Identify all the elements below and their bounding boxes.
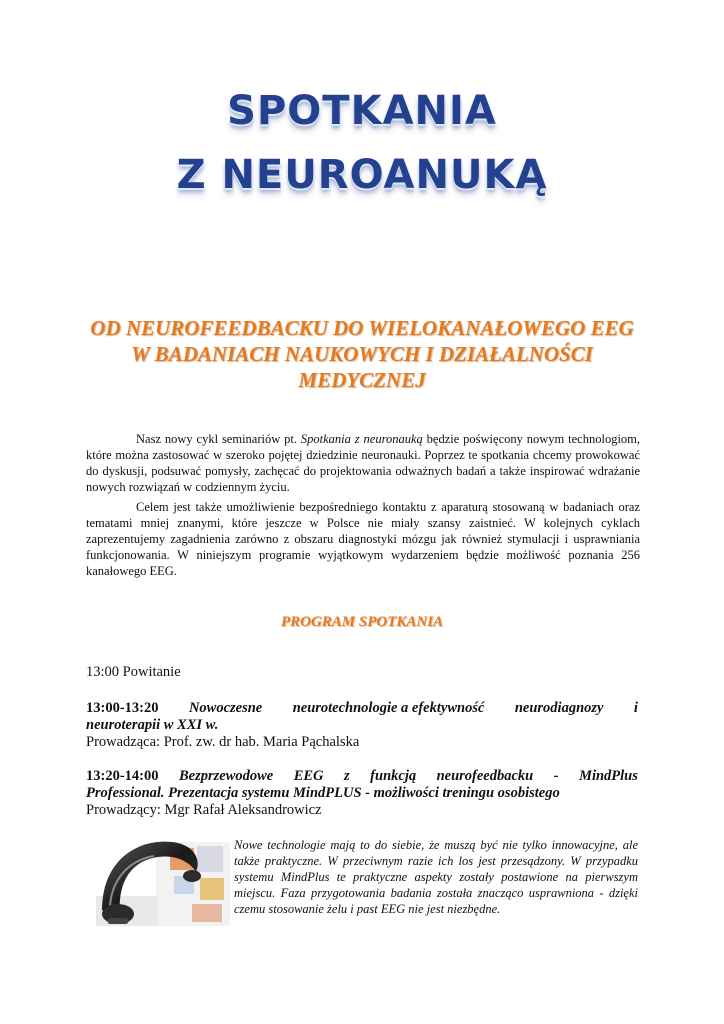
agenda-item-2-time: 13:00-13:20 — [86, 700, 159, 716]
agenda-item-3-word: MindPlus — [579, 768, 638, 784]
agenda-item-2-word: Nowoczesne — [188, 700, 263, 716]
subtitle-line-3: MEDYCZNEJ — [298, 368, 426, 392]
agenda-item-welcome: 13:00 Powitanie — [86, 664, 181, 680]
intro-paragraph-1 — [86, 431, 640, 495]
agenda-item-3-time: 13:20-14:00 — [86, 768, 159, 784]
program-heading: PROGRAM SPOTKANIA — [280, 614, 444, 630]
agenda-item-3-word: funkcją — [370, 768, 417, 784]
agenda-item-2-title-line-2: neuroterapii w XXI w. — [86, 717, 219, 733]
mindplus-description: Nowe technologie mają to do siebie, że muszą być nie tylko innowacyjne, ale także praktyczne. W przeciwnym razie ich los jest przesądzony. W przypadku systemu MindPlus te praktyczne aspekty zostały postawione na pierwszym miejscu. Faza przygotowania badania została znacząco usprawniona - dzięki czemu stosowanie żelu i past EEG nie jest niezbędne. — [234, 838, 638, 916]
subtitle-line-1: OD NEUROFEEDBACKU DO WIELOKANAŁOWEGO EEG — [90, 316, 634, 340]
page-title-line-1: SPOTKANIA — [227, 88, 497, 134]
page-title-line-2: Z NEUROANUKĄ — [176, 152, 548, 198]
intro-paragraph-2: Celem jest także umożliwienie bezpośredniego kontaktu z aparaturą stosowaną w badaniach oraz tematami mniej znanymi, które jeszcze w Polsce nie miały szansy zaistnieć. W kolejnych cyklach zaprezentujemy zagadnienia zarówno z obszaru diagnostyki mózgu jak również stymulacji i usprawniania funkcjonowania. W niniejszym programie wyjątkowym wydarzeniem będzie możliwość poznania 256 kanałowego EEG. — [86, 500, 640, 578]
agenda-item-2-title-line-1 — [86, 700, 638, 717]
eeg-headset-image — [96, 832, 230, 926]
series-name: Spotkania z neuronauką — [300, 432, 423, 446]
agenda-item-2 — [86, 700, 638, 751]
agenda-item-3-word: z — [344, 768, 350, 784]
intro-p1-rest: będzie poświęcony nowym technologiom, które można zastosować w szeroko pojętej dziedzinie neuronauki. Poprzez te spotkania chcemy prowokować do dyskusji, podsuwać pomysły, zachęcać do projektowania odważnych badań a także inspirować wdrażanie nowych rozwiązań w codziennym życiu. — [86, 432, 641, 494]
agenda-item-3-title-line-2: Professional. Prezentacja systemu MindPLUS - możliwości treningu osobistego — [86, 785, 560, 801]
agenda-item-3-word: Bezprzewodowe — [178, 768, 274, 784]
agenda-item-2-word: neurodiagnozy — [514, 700, 604, 716]
agenda-item-3 — [86, 768, 638, 819]
intro-p1-start: Nasz nowy cykl seminariów pt. — [136, 432, 301, 446]
subtitle — [90, 315, 634, 393]
agenda-item-3-word: neurofeedbacku — [436, 768, 534, 784]
agenda-item-3-title-line-1 — [86, 768, 638, 785]
agenda-item-2-word: i — [633, 700, 638, 716]
subtitle-line-2: W BADANIACH NAUKOWYCH I DZIAŁALNOŚCI — [131, 342, 593, 366]
agenda-item-2-word: neurotechnologie a efektywność — [292, 700, 485, 716]
agenda-item-2-host: Prowadząca: Prof. zw. dr hab. Maria Pąchalska — [86, 734, 360, 750]
agenda-item-3-word: - — [553, 768, 559, 784]
agenda-item-3-host: Prowadzący: Mgr Rafał Aleksandrowicz — [86, 802, 322, 818]
agenda-item-3-word: EEG — [293, 768, 324, 784]
